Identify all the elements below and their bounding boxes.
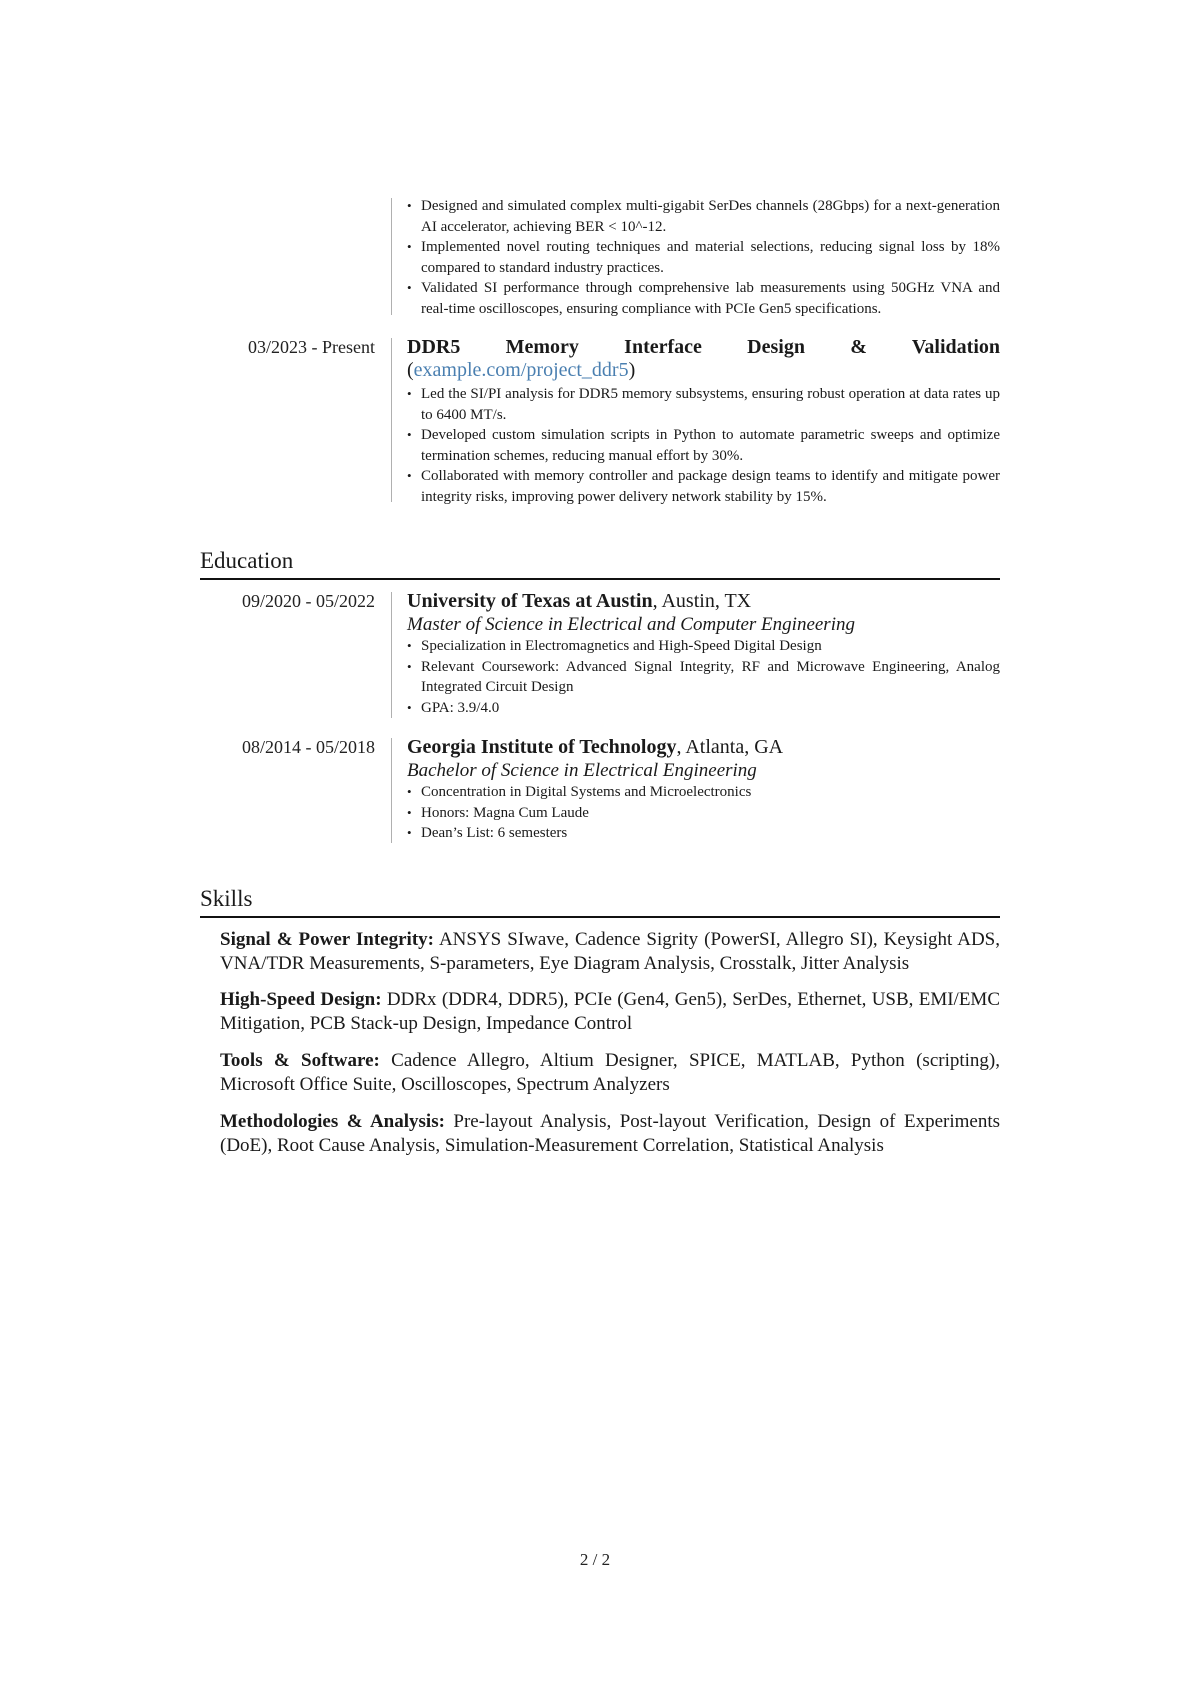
bullet-list [407, 782, 1000, 844]
bullet-list [407, 384, 1000, 507]
project-name: DDR5 Memory Interface Design & Validation [407, 336, 1000, 358]
bullet-item: • Collaborated with memory controller and package design teams to identify and mitigate power integrity risks, improving power delivery network stability by 15%. [407, 466, 1000, 507]
project-title: DDR5 Memory Interface Design & Validation (example.com/project_ddr5) [407, 336, 1000, 381]
timeline-divider [391, 592, 392, 718]
school-line [407, 736, 1000, 759]
bullet-item: • Developed custom simulation scripts in Python to automate parametric sweeps and optimize termination schemes, reducing manual effort by 30%. [407, 425, 1000, 466]
degree-title: Bachelor of Science in Electrical Engineering [407, 760, 757, 781]
bullet-item: • Validated SI performance through comprehensive lab measurements using 50GHz VNA and real-time oscilloscopes, ensuring compliance with PCIe Gen5 specifications. [407, 278, 1000, 319]
entry-date: 03/2023 - Present [248, 337, 375, 357]
entry-date: 09/2020 - 05/2022 [242, 591, 375, 611]
school-location: , Atlanta, GA [676, 736, 784, 758]
bullet-item: • Implemented novel routing techniques and material selections, reducing signal loss by 18% compared to standard industry practices. [407, 237, 1000, 278]
skill-text: ANSYS SIwave, Cadence Sigrity (PowerSI, Allegro SI), Keysight ADS, VNA/TDR Measurements, S-parameters, Eye Diagram Analysis, Crosstalk, Jitter Analysis [220, 929, 1000, 974]
bullet-item: • GPA: 3.9/4.0 [407, 698, 1000, 719]
skill-text: DDRx (DDR4, DDR5), PCIe (Gen4, Gen5), SerDes, Ethernet, USB, EMI/EMC Mitigation, PCB Stack-up Design, Impedance Control [220, 989, 1001, 1034]
entry-body [407, 590, 1000, 718]
school-location: , Austin, TX [652, 590, 752, 612]
page-number: 2 / 2 [579, 1550, 611, 1569]
timeline-divider [391, 338, 392, 502]
skill-label: High-Speed Design: [220, 989, 382, 1010]
skill-group [220, 988, 1000, 1035]
section-heading-skills: Skills [200, 886, 1000, 918]
entry-body [407, 736, 1000, 844]
school-name: Georgia Institute of Technology [407, 736, 677, 758]
project-entry-ddr5 [200, 336, 1000, 506]
bullet-item: • Concentration in Digital Systems and Microelectronics [407, 782, 1000, 803]
bullet-item: • Designed and simulated complex multi-gigabit SerDes channels (28Gbps) for a next-generation AI accelerator, achieving BER < 10^-12. [407, 196, 1000, 237]
entry-body [407, 336, 1000, 507]
experience-entry-continued [200, 196, 1000, 316]
education-entry [200, 736, 1000, 846]
bullet-item: • Specialization in Electromagnetics and High-Speed Digital Design [407, 636, 1000, 657]
school-line [407, 590, 1000, 613]
degree-title: Master of Science in Electrical and Computer Engineering [407, 614, 855, 635]
bullet-item: • Relevant Coursework: Advanced Signal Integrity, RF and Microwave Engineering, Analog Integrated Circuit Design [407, 657, 1000, 698]
skill-label: Signal & Power Integrity: [220, 929, 434, 950]
section-heading-education: Education [200, 548, 1000, 580]
skill-label: Tools & Software: [220, 1050, 380, 1071]
skill-group [220, 1110, 1000, 1157]
bullet-list [407, 196, 1000, 319]
skill-label: Methodologies & Analysis: [220, 1111, 445, 1132]
timeline-divider [391, 738, 392, 843]
timeline-divider [391, 198, 392, 315]
bullet-list [407, 636, 1000, 718]
school-name: University of Texas at Austin [407, 590, 653, 612]
bullet-item: • Led the SI/PI analysis for DDR5 memory subsystems, ensuring robust operation at data rates up to 6400 MT/s. [407, 384, 1000, 425]
skill-text: Pre-layout Analysis, Post-layout Verification, Design of Experiments (DoE), Root Cause Analysis, Simulation-Measurement Correlation, Statistical Analysis [220, 1111, 1000, 1156]
entry-date: 08/2014 - 05/2018 [242, 737, 375, 757]
skill-group [220, 928, 1000, 975]
bullet-item: • Dean’s List: 6 semesters [407, 823, 1000, 844]
education-entry [200, 590, 1000, 720]
bullet-item: • Honors: Magna Cum Laude [407, 803, 1000, 824]
entry-body [407, 196, 1000, 319]
skill-group [220, 1049, 1000, 1096]
project-link[interactable]: example.com/project_ddr5 [413, 359, 629, 381]
skill-text: Cadence Allegro, Altium Designer, SPICE, MATLAB, Python (scripting), Microsoft Office Suite, Oscilloscopes, Spectrum Analyzers [220, 1050, 1000, 1095]
